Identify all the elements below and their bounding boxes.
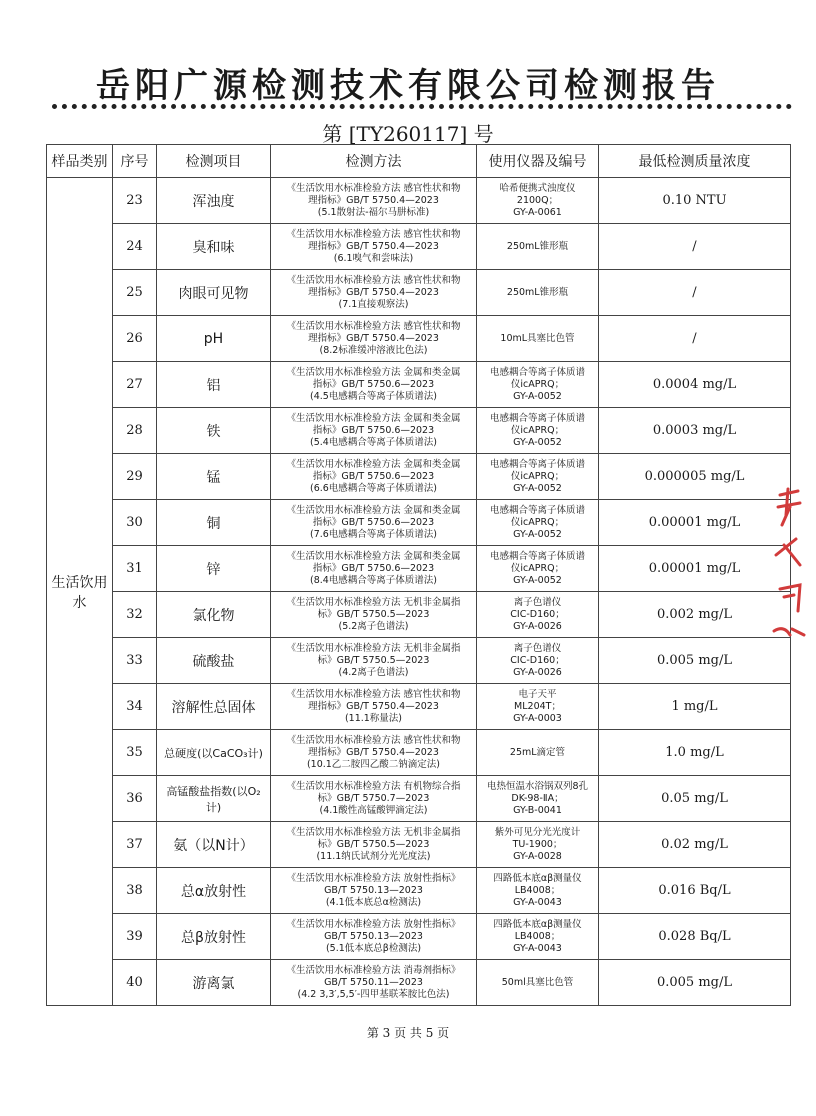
- test-method-cell: [271, 914, 477, 960]
- test-method-line: (4.2离子色谱法): [338, 666, 409, 678]
- detection-limit-cell: /: [599, 270, 791, 316]
- test-method-cell: [271, 822, 477, 868]
- instrument-line: LB4008；: [514, 884, 561, 896]
- test-method-line: 《生活饮用水标准检验方法 无机非金属指: [286, 826, 461, 838]
- serial-number-cell: 39: [113, 914, 157, 960]
- instrument-line: 离子色谱仪: [513, 596, 562, 608]
- table-row: [47, 408, 791, 454]
- table-header-row: [47, 145, 791, 178]
- instrument-line: DK-98-ⅡA；: [511, 792, 564, 804]
- test-method-line: 指标》GB/T 5750.6—2023: [312, 378, 435, 390]
- report-title: 岳阳广源检测技术有限公司检测报告: [96, 66, 720, 106]
- test-method-cell: [271, 638, 477, 684]
- serial-number-cell: 30: [113, 500, 157, 546]
- serial-number-cell: 23: [113, 178, 157, 224]
- test-method-line: 《生活饮用水标准检验方法 放射性指标》: [286, 872, 461, 884]
- instrument-cell: [477, 408, 599, 454]
- serial-number-cell: 33: [113, 638, 157, 684]
- test-method-line: (4.2 3,3′,5,5′-四甲基联苯胺比色法): [297, 988, 450, 1000]
- detection-limit-cell: 0.002 mg/L: [599, 592, 791, 638]
- instrument-line: GY-A-0026: [513, 620, 562, 632]
- table-row: [47, 362, 791, 408]
- table-row: [47, 914, 791, 960]
- instrument-line: 仪icAPRQ；: [510, 470, 565, 482]
- instrument-line: 2100Q；: [516, 194, 559, 206]
- instrument-line: 电热恒温水浴锅双列8孔: [486, 780, 589, 792]
- red-stamp-fragment: [770, 485, 810, 645]
- header-min-detection-limit: 最低检测质量浓度: [599, 145, 791, 178]
- test-method-line: 指标》GB/T 5750.6—2023: [312, 562, 435, 574]
- instrument-cell: [477, 868, 599, 914]
- test-method-line: (11.1称量法): [344, 712, 403, 724]
- test-method-line: 理指标》GB/T 5750.4—2023: [308, 286, 439, 298]
- test-method-line: 理指标》GB/T 5750.4—2023: [308, 332, 439, 344]
- detection-limit-cell: 0.00001 mg/L: [599, 546, 791, 592]
- detection-limit-cell: 0.02 mg/L: [599, 822, 791, 868]
- instrument-line: CIC-D160；: [510, 608, 565, 620]
- instrument-line: 50ml具塞比色管: [501, 976, 574, 988]
- serial-number-cell: 24: [113, 224, 157, 270]
- test-item-cell: 硫酸盐: [157, 638, 271, 684]
- test-method-line: 标》GB/T 5750.5—2023: [317, 654, 430, 666]
- test-method-cell: [271, 408, 477, 454]
- test-method-line: GB/T 5750.13—2023: [324, 930, 423, 942]
- test-method-line: 《生活饮用水标准检验方法 无机非金属指: [286, 642, 461, 654]
- test-method-line: 指标》GB/T 5750.6—2023: [312, 470, 435, 482]
- test-method-line: (8.4电感耦合等离子体质谱法): [309, 574, 438, 586]
- detection-limit-cell: 0.05 mg/L: [599, 776, 791, 822]
- test-method-line: (10.1乙二胺四乙酸二钠滴定法): [306, 758, 441, 770]
- instrument-line: 电子天平: [518, 688, 557, 700]
- test-item-cell: 铜: [157, 500, 271, 546]
- detection-limit-cell: 0.10 NTU: [599, 178, 791, 224]
- instrument-line: GY-A-0028: [513, 850, 562, 862]
- serial-number-cell: 27: [113, 362, 157, 408]
- test-method-line: 《生活饮用水标准检验方法 放射性指标》: [286, 918, 461, 930]
- instrument-line: 电感耦合等离子体质谱: [489, 366, 585, 378]
- test-method-line: 《生活饮用水标准检验方法 金属和类金属: [286, 504, 461, 516]
- instrument-line: GY-A-0026: [513, 666, 562, 678]
- instrument-line: 10mL具塞比色管: [500, 332, 575, 344]
- instrument-cell: [477, 500, 599, 546]
- test-item-cell: 溶解性总固体: [157, 684, 271, 730]
- instrument-cell: [477, 638, 599, 684]
- header-instrument: 使用仪器及编号: [477, 145, 599, 178]
- serial-number-cell: 40: [113, 960, 157, 1006]
- detection-limit-cell: 0.005 mg/L: [599, 960, 791, 1006]
- instrument-cell: [477, 684, 599, 730]
- serial-number-cell: 28: [113, 408, 157, 454]
- page-footer: 第 3 页 共 5 页: [366, 1026, 450, 1040]
- detection-limit-cell: 1.0 mg/L: [599, 730, 791, 776]
- test-method-line: 标》GB/T 5750.5—2023: [317, 838, 430, 850]
- test-item-cell: 铁: [157, 408, 271, 454]
- test-method-line: (5.1散射法-福尔马肼标准): [317, 206, 430, 218]
- test-method-line: 《生活饮用水标准检验方法 金属和类金属: [286, 458, 461, 470]
- test-item-cell: 锰: [157, 454, 271, 500]
- serial-number-cell: 37: [113, 822, 157, 868]
- test-method-line: 《生活饮用水标准检验方法 无机非金属指: [286, 596, 461, 608]
- instrument-line: 仪icAPRQ；: [510, 378, 565, 390]
- instrument-line: GY-A-0043: [513, 942, 562, 954]
- table-row: [47, 224, 791, 270]
- instrument-cell: [477, 822, 599, 868]
- test-method-line: (5.2离子色谱法): [338, 620, 409, 632]
- header-serial-number: 序号: [113, 145, 157, 178]
- instrument-line: 250mL锥形瓶: [506, 240, 569, 252]
- test-item-cell: 肉眼可见物: [157, 270, 271, 316]
- serial-number-cell: 34: [113, 684, 157, 730]
- instrument-line: 电感耦合等离子体质谱: [489, 412, 585, 424]
- test-method-line: (8.2标准缓冲溶液比色法): [319, 344, 428, 356]
- test-item-cell: 浑浊度: [157, 178, 271, 224]
- test-method-line: 《生活饮用水标准检验方法 感官性状和物: [286, 274, 461, 286]
- detection-limit-cell: 0.005 mg/L: [599, 638, 791, 684]
- test-method-line: (4.5电感耦合等离子体质谱法): [309, 390, 438, 402]
- test-method-cell: [271, 776, 477, 822]
- test-method-line: 《生活饮用水标准检验方法 感官性状和物: [286, 320, 461, 332]
- instrument-line: GY-A-0052: [513, 482, 562, 494]
- test-method-cell: [271, 730, 477, 776]
- dotted-divider: [52, 104, 792, 109]
- test-item-cell: 锌: [157, 546, 271, 592]
- instrument-line: ML204T；: [514, 700, 561, 712]
- test-method-line: (4.1低本底总α检测法): [325, 896, 422, 908]
- test-method-line: 理指标》GB/T 5750.4—2023: [308, 700, 439, 712]
- table-row: [47, 868, 791, 914]
- test-method-line: (7.6电感耦合等离子体质谱法): [309, 528, 438, 540]
- instrument-line: GY-A-0052: [513, 390, 562, 402]
- instrument-line: TU-1900；: [512, 838, 563, 850]
- detection-limit-cell: 0.0004 mg/L: [599, 362, 791, 408]
- test-method-cell: [271, 316, 477, 362]
- instrument-cell: [477, 730, 599, 776]
- test-item-cell: 总硬度(以CaCO₃计): [157, 730, 271, 776]
- instrument-line: 紫外可见分光光度计: [494, 826, 581, 838]
- test-method-cell: [271, 960, 477, 1006]
- test-method-cell: [271, 684, 477, 730]
- test-method-line: 理指标》GB/T 5750.4—2023: [308, 240, 439, 252]
- table-row: [47, 822, 791, 868]
- detection-limit-cell: 1 mg/L: [599, 684, 791, 730]
- table-row: [47, 638, 791, 684]
- instrument-line: 仪icAPRQ；: [510, 424, 565, 436]
- test-item-cell: 总β放射性: [157, 914, 271, 960]
- instrument-cell: [477, 776, 599, 822]
- test-method-line: 标》GB/T 5750.7—2023: [317, 792, 430, 804]
- test-method-line: GB/T 5750.13—2023: [324, 884, 423, 896]
- table-row: [47, 270, 791, 316]
- test-method-line: (5.1低本底总β检测法): [325, 942, 422, 954]
- test-method-line: GB/T 5750.11—2023: [324, 976, 423, 988]
- test-method-line: (6.6电感耦合等离子体质谱法): [309, 482, 438, 494]
- test-item-cell: 臭和味: [157, 224, 271, 270]
- test-method-line: 《生活饮用水标准检验方法 感官性状和物: [286, 688, 461, 700]
- test-method-line: 《生活饮用水标准检验方法 感官性状和物: [286, 228, 461, 240]
- instrument-cell: [477, 546, 599, 592]
- test-method-line: 《生活饮用水标准检验方法 消毒剂指标》: [286, 964, 461, 976]
- test-method-line: 理指标》GB/T 5750.4—2023: [308, 194, 439, 206]
- test-method-line: 《生活饮用水标准检验方法 金属和类金属: [286, 366, 461, 378]
- test-item-cell: 总α放射性: [157, 868, 271, 914]
- instrument-line: 25mL滴定管: [509, 746, 566, 758]
- test-method-line: 《生活饮用水标准检验方法 有机物综合指: [286, 780, 461, 792]
- detection-limit-cell: /: [599, 316, 791, 362]
- test-method-line: 《生活饮用水标准检验方法 感官性状和物: [286, 734, 461, 746]
- instrument-line: GY-A-0052: [513, 528, 562, 540]
- instrument-line: GY-A-0003: [513, 712, 562, 724]
- test-method-cell: [271, 454, 477, 500]
- test-method-line: 指标》GB/T 5750.6—2023: [312, 424, 435, 436]
- test-item-cell: 氨（以N计）: [157, 822, 271, 868]
- test-method-line: 理指标》GB/T 5750.4—2023: [308, 746, 439, 758]
- serial-number-cell: 29: [113, 454, 157, 500]
- table-row: [47, 454, 791, 500]
- test-items-table: [46, 144, 791, 1006]
- instrument-line: GY-A-0061: [513, 206, 562, 218]
- table-row: [47, 960, 791, 1006]
- test-item-cell: pH: [157, 316, 271, 362]
- table-row: [47, 500, 791, 546]
- test-method-cell: [271, 500, 477, 546]
- instrument-cell: [477, 914, 599, 960]
- header-sample-category: 样品类别: [47, 145, 113, 178]
- table-row: [47, 776, 791, 822]
- instrument-line: 四路低本底αβ测量仪: [493, 872, 582, 884]
- instrument-cell: [477, 270, 599, 316]
- test-method-cell: [271, 178, 477, 224]
- test-method-cell: [271, 224, 477, 270]
- test-method-cell: [271, 592, 477, 638]
- test-item-cell: 氯化物: [157, 592, 271, 638]
- serial-number-cell: 36: [113, 776, 157, 822]
- test-item-cell: 铝: [157, 362, 271, 408]
- header-test-method: 检测方法: [271, 145, 477, 178]
- detection-limit-cell: 0.00001 mg/L: [599, 500, 791, 546]
- instrument-cell: [477, 178, 599, 224]
- header-test-item: 检测项目: [157, 145, 271, 178]
- serial-number-cell: 25: [113, 270, 157, 316]
- serial-number-cell: 38: [113, 868, 157, 914]
- test-item-cell: 游离氯: [157, 960, 271, 1006]
- instrument-cell: [477, 316, 599, 362]
- sample-category-cell: 生活饮用水: [47, 178, 113, 1006]
- instrument-cell: [477, 592, 599, 638]
- instrument-line: GY-A-0052: [513, 436, 562, 448]
- serial-number-cell: 35: [113, 730, 157, 776]
- test-method-cell: [271, 362, 477, 408]
- serial-number-cell: 32: [113, 592, 157, 638]
- test-method-line: (5.4电感耦合等离子体质谱法): [309, 436, 438, 448]
- table-row: [47, 178, 791, 224]
- instrument-line: GY-A-0043: [513, 896, 562, 908]
- test-method-line: 《生活饮用水标准检验方法 金属和类金属: [286, 550, 461, 562]
- instrument-cell: [477, 454, 599, 500]
- detection-limit-cell: 0.028 Bq/L: [599, 914, 791, 960]
- instrument-line: 仪icAPRQ；: [510, 516, 565, 528]
- instrument-line: 离子色谱仪: [513, 642, 562, 654]
- table-body: [47, 178, 791, 1006]
- test-method-line: 指标》GB/T 5750.6—2023: [312, 516, 435, 528]
- test-method-cell: [271, 270, 477, 316]
- test-method-line: 《生活饮用水标准检验方法 金属和类金属: [286, 412, 461, 424]
- detection-limit-cell: 0.000005 mg/L: [599, 454, 791, 500]
- instrument-line: 四路低本底αβ测量仪: [493, 918, 582, 930]
- test-method-line: (6.1嗅气和尝味法): [333, 252, 414, 264]
- table-row: [47, 730, 791, 776]
- instrument-cell: [477, 224, 599, 270]
- instrument-line: CIC-D160；: [510, 654, 565, 666]
- test-method-line: (4.1酸性高锰酸钾滴定法): [319, 804, 428, 816]
- table-row: [47, 592, 791, 638]
- instrument-cell: [477, 960, 599, 1006]
- instrument-line: LB4008；: [514, 930, 561, 942]
- test-method-cell: [271, 546, 477, 592]
- test-method-line: 《生活饮用水标准检验方法 感官性状和物: [286, 182, 461, 194]
- table-row: [47, 684, 791, 730]
- test-method-line: (7.1直接观察法): [338, 298, 409, 310]
- test-method-line: (11.1纳氏试剂分光光度法): [316, 850, 431, 862]
- detection-limit-cell: /: [599, 224, 791, 270]
- instrument-line: 电感耦合等离子体质谱: [489, 458, 585, 470]
- instrument-line: GY-A-0052: [513, 574, 562, 586]
- instrument-line: 电感耦合等离子体质谱: [489, 504, 585, 516]
- serial-number-cell: 31: [113, 546, 157, 592]
- report-number: 第 [TY260117] 号: [322, 122, 494, 146]
- table-row: [47, 546, 791, 592]
- serial-number-cell: 26: [113, 316, 157, 362]
- table-row: [47, 316, 791, 362]
- test-method-cell: [271, 868, 477, 914]
- detection-limit-cell: 0.0003 mg/L: [599, 408, 791, 454]
- instrument-cell: [477, 362, 599, 408]
- instrument-line: 250mL锥形瓶: [506, 286, 569, 298]
- instrument-line: 仪icAPRQ；: [510, 562, 565, 574]
- detection-limit-cell: 0.016 Bq/L: [599, 868, 791, 914]
- test-item-cell: 高锰酸盐指数(以O₂计): [157, 776, 271, 822]
- instrument-line: GY-B-0041: [513, 804, 562, 816]
- test-method-line: 标》GB/T 5750.5—2023: [317, 608, 430, 620]
- instrument-line: 电感耦合等离子体质谱: [489, 550, 585, 562]
- instrument-line: 哈希便携式浊度仪: [499, 182, 576, 194]
